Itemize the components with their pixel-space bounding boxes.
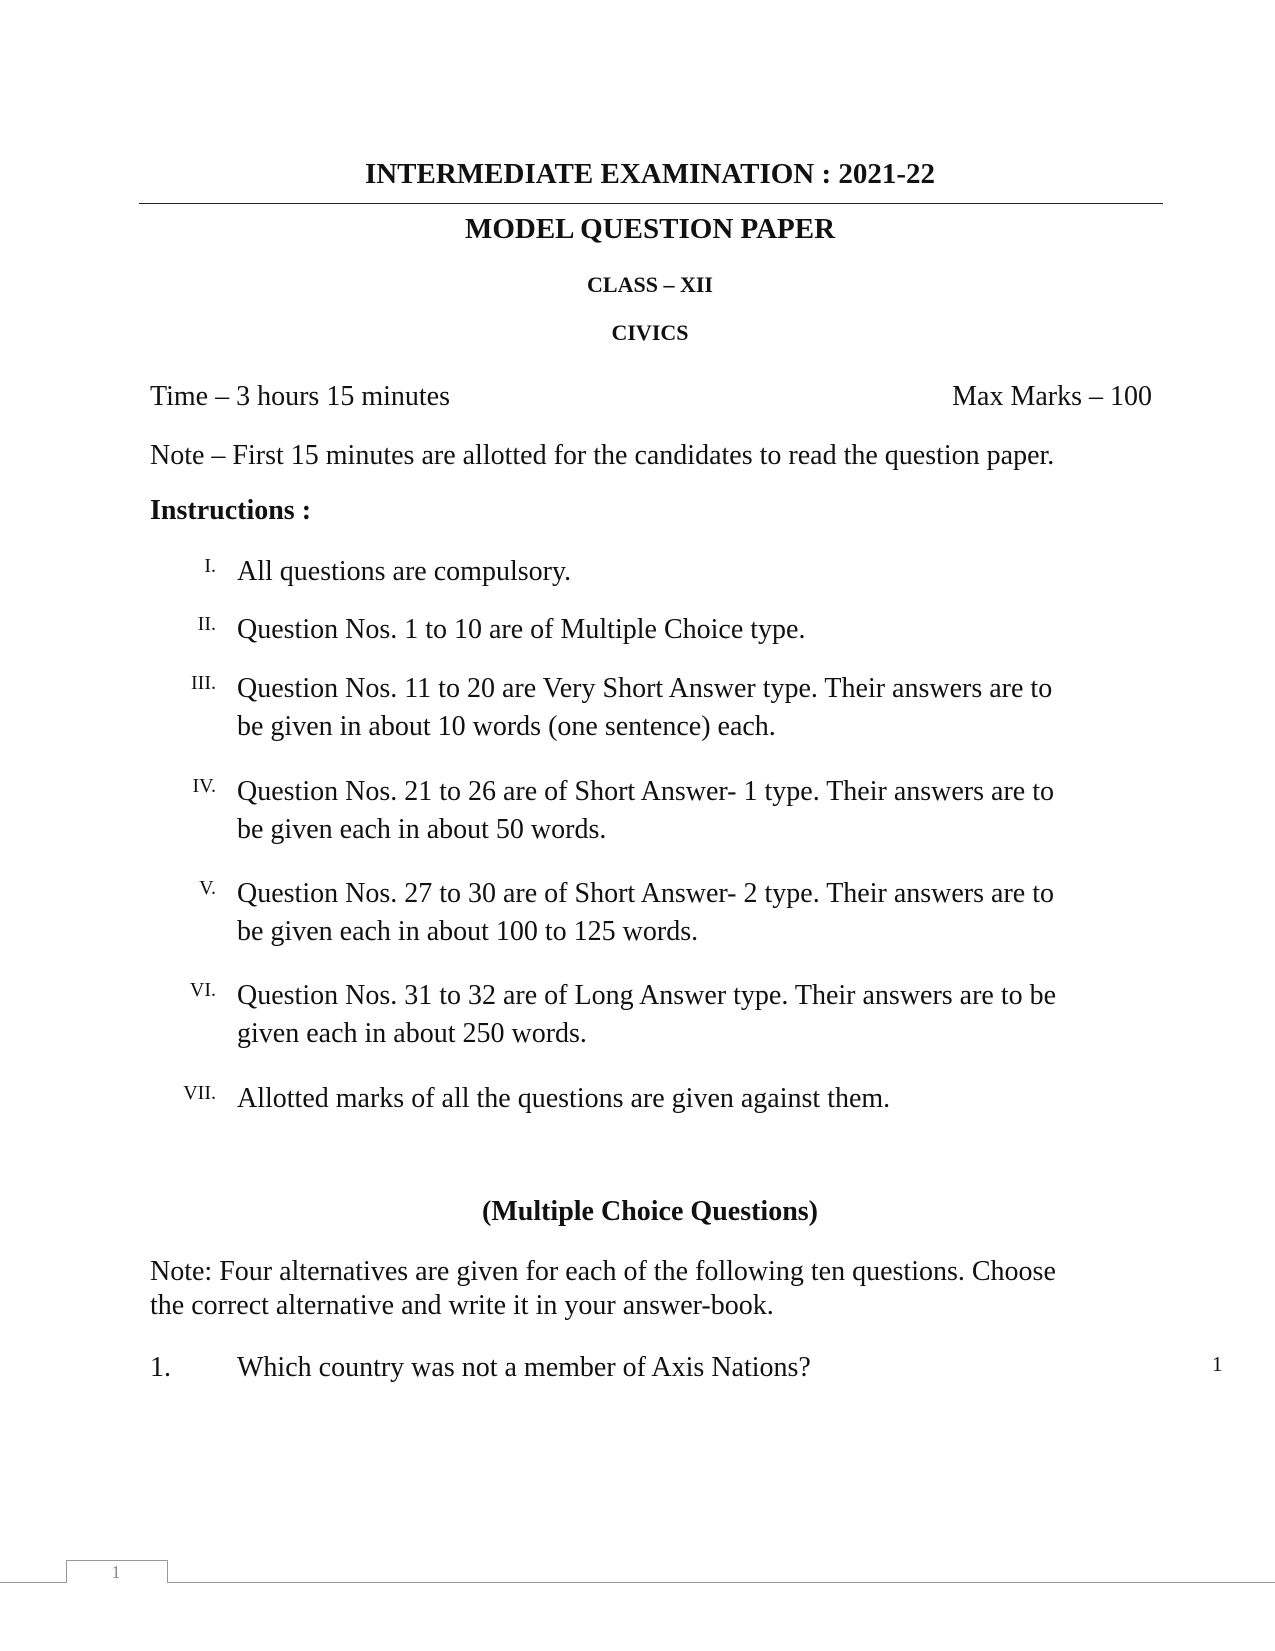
instruction-line: Question Nos. 27 to 30 are of Short Answer- 2 type. Their answers are to xyxy=(237,878,1054,909)
question-text: Which country was not a member of Axis Nations? xyxy=(237,1352,811,1383)
instruction-line: Allotted marks of all the questions are given against them. xyxy=(237,1083,891,1114)
instruction-number: V. xyxy=(199,877,216,899)
instruction-text xyxy=(237,611,1162,649)
instruction-line: Question Nos. 11 to 20 are Very Short Answer type. Their answers are to xyxy=(237,673,1053,704)
instruction-line: be given each in about 50 words. xyxy=(237,814,607,845)
instruction-line: Question Nos. 21 to 26 are of Short Answer- 1 type. Their answers are to xyxy=(237,776,1054,807)
instruction-number: IV. xyxy=(192,775,216,797)
mcq-note-line: Note: Four alternatives are given for each of the following ten questions. Choose xyxy=(150,1256,1056,1287)
instruction-number: III. xyxy=(191,672,216,694)
exam-title: INTERMEDIATE EXAMINATION : 2021-22 xyxy=(364,158,936,190)
mcq-section-heading: (Multiple Choice Questions) xyxy=(482,1196,818,1227)
time-allowed: Time – 3 hours 15 minutes xyxy=(150,381,450,412)
instruction-number: VI. xyxy=(189,979,216,1001)
instruction-text xyxy=(237,977,1162,1053)
page-number: 1 xyxy=(111,1562,121,1582)
instruction-line: Question Nos. 1 to 10 are of Multiple Choice type. xyxy=(237,614,806,645)
question-number: 1. xyxy=(150,1352,171,1383)
instruction-line: be given in about 10 words (one sentence) each. xyxy=(237,711,776,742)
instruction-text xyxy=(237,553,1162,591)
instruction-text xyxy=(237,670,1162,746)
instruction-text xyxy=(237,1080,1162,1118)
question-marks: 1 xyxy=(1212,1352,1223,1376)
instructions-heading: Instructions : xyxy=(150,495,312,526)
instruction-text xyxy=(237,773,1162,849)
paper-title: MODEL QUESTION PAPER xyxy=(464,213,836,245)
class-label: CLASS – XII xyxy=(587,272,713,297)
instruction-number: I. xyxy=(204,555,216,577)
instruction-line: Question Nos. 31 to 32 are of Long Answer type. Their answers are to be xyxy=(237,980,1057,1011)
instruction-line: be given each in about 100 to 125 words. xyxy=(237,916,699,947)
footer-divider xyxy=(0,1582,1275,1583)
instruction-line: All questions are compulsory. xyxy=(237,556,572,587)
max-marks: Max Marks – 100 xyxy=(952,381,1152,412)
subject-label: CIVICS xyxy=(611,320,689,345)
mcq-note-line: the correct alternative and write it in your answer-book. xyxy=(150,1290,774,1321)
instruction-line: given each in about 250 words. xyxy=(237,1018,587,1049)
reading-time-note: Note – First 15 minutes are allotted for the candidates to read the question paper. xyxy=(150,440,1055,471)
instruction-text xyxy=(237,875,1162,951)
mcq-note xyxy=(150,1255,1170,1323)
instruction-number: VII. xyxy=(183,1082,216,1104)
title-divider xyxy=(139,203,1163,204)
instruction-number: II. xyxy=(197,613,216,635)
